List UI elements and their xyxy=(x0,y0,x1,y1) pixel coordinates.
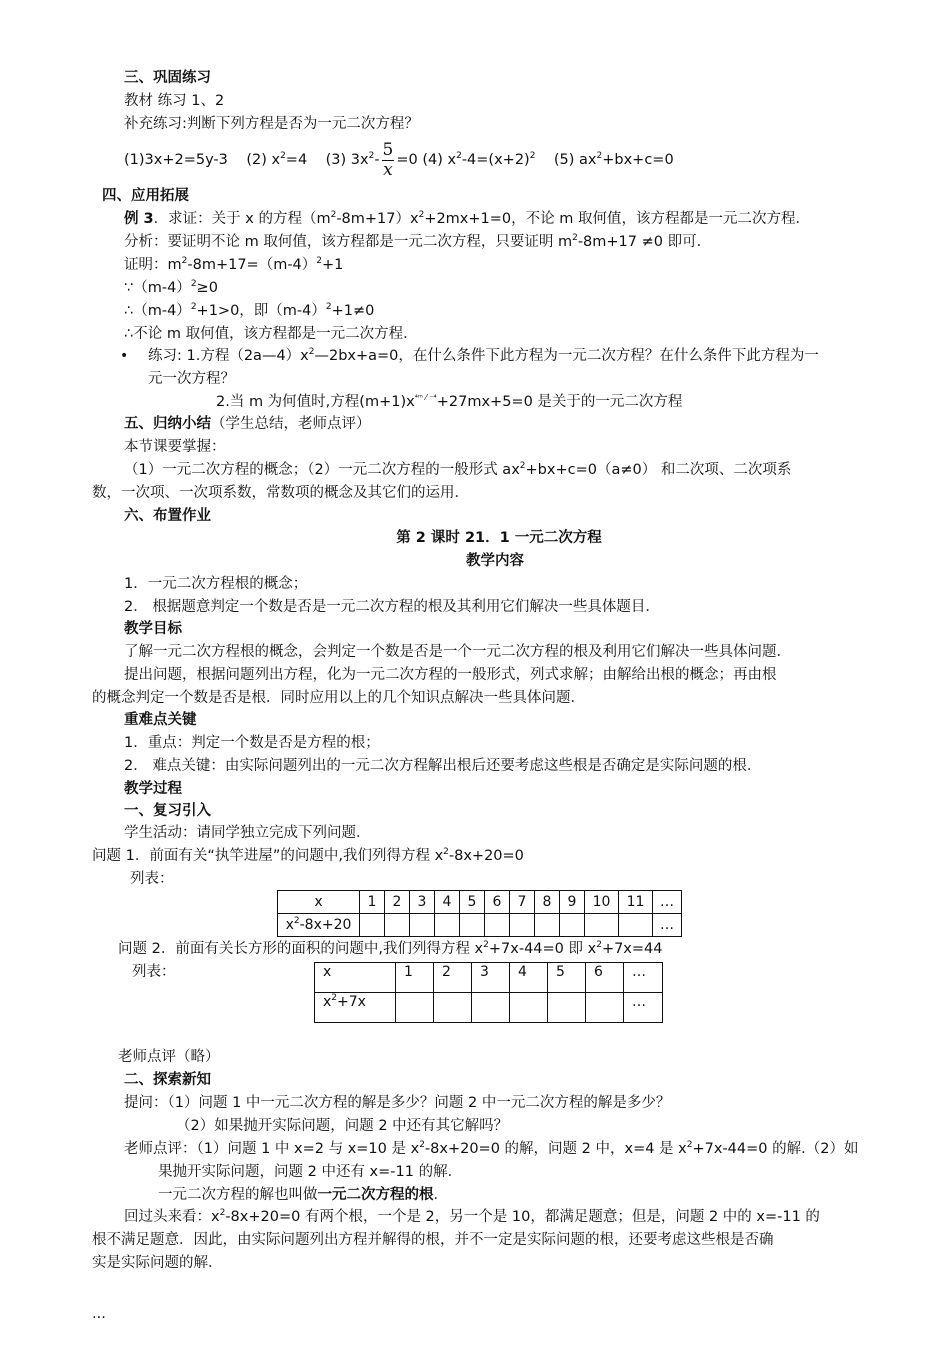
example-3: 例 3．求证：关于 x 的方程$(m^2-8m+17)x^2+2mx+1=0$，不论 m 取何值，该方程都是一元二次方程． xyxy=(124,210,810,227)
section-5-title: 五、归纳小结（学生总结，老师点评） xyxy=(124,416,371,432)
eq-1: (1)3x+2=5y-3 xyxy=(124,152,228,168)
table-cell: … xyxy=(624,993,663,1023)
table-cell: 2 xyxy=(434,963,472,993)
table-cell xyxy=(619,914,653,937)
table-cell: … xyxy=(653,914,682,937)
table-2-header xyxy=(315,963,663,993)
eq-3: (3) $3x^2-$ $\frac{5}{x}$ =0 (4) $x^2-4=(x+2)^2$ xyxy=(325,139,536,180)
table-cell: 7 xyxy=(510,891,535,914)
recap-2: 根不满足题意．因此，由实际问题列出方程并解得的根，并不一定是实际问题的根，还要考虑这些根是否确 xyxy=(92,1232,774,1248)
teacher-comment: 老师点评（略） xyxy=(118,1049,220,1065)
table-2 xyxy=(314,962,663,1023)
proof-line-2: $\because(m-4)^2\ge 0$ xyxy=(124,279,218,296)
activity-line: 学生活动：请同学独立完成下列问题． xyxy=(124,825,371,841)
question-1: 提问：（1）问题 1 中一元二次方程的解是多少？问题 2 中一元二次方程的解是多少？ xyxy=(124,1095,671,1111)
table-cell: 4 xyxy=(435,891,460,914)
section-6-title: 六、布置作业 xyxy=(124,508,211,524)
equation-line xyxy=(124,140,674,180)
list-label-2: 列表： xyxy=(132,964,176,980)
proof-line-1: 证明：$m^2-8m+17=(m-4)^2+1$ xyxy=(124,256,344,273)
analysis-line: 分析：要证明不论 m 取何值，该方程都是一元二次方程，只要证明 $m^2-8m+17 \ne 0$ 即可． xyxy=(124,233,712,250)
fraction: $\frac{5}{x}$ xyxy=(382,139,394,180)
goal-2: 提出问题，根据问题列出方程，化为一元二次方程的一般形式，列式求解；由解给出根的概念；再由根 xyxy=(124,667,777,683)
problem-1: 问题 1．前面有关“执竿进屋”的问题中,我们列得方程 $x^2-8x+20=0$ xyxy=(92,847,524,864)
table-cell xyxy=(560,914,585,937)
table-cell xyxy=(410,914,435,937)
table-cell: 5 xyxy=(460,891,485,914)
recap-1: 回过头来看：$x^2-8x+20=0$ 有两个根，一个是 2，另一个是 10，都满足题意；但是，问题 2 中的 x=-11 的 xyxy=(124,1208,820,1225)
table-cell xyxy=(510,993,548,1023)
teacher-review-1: 老师点评：（1）问题 1 中 x=2 与 x=10 是 $x^2-8x+20=0$ 的解，问题 2 中，x=4 是 $x^2+7x-44=0$ 的解.（2）如 xyxy=(124,1140,859,1157)
lesson-title: 第 2 课时 21．1 一元二次方程 xyxy=(396,530,602,546)
proof-line-4: ∴不论 m 取何值，该方程都是一元二次方程． xyxy=(124,326,418,342)
table-cell: 1 xyxy=(360,891,385,914)
table-cell xyxy=(460,914,485,937)
table-cell: $x^2-8x+20$ xyxy=(278,914,360,937)
table-cell: … xyxy=(653,891,682,914)
table-cell xyxy=(472,993,510,1023)
bullet-icon: • xyxy=(120,348,129,364)
table-cell: 11 xyxy=(619,891,653,914)
summary-line-2: （1）一元二次方程的概念；（2）一元二次方程的一般形式 $ax^2+bx+c=0(a\ne 0)$ 和二次项、二次项系 xyxy=(124,461,792,478)
exercise-line: 教材 练习 1、2 xyxy=(124,93,225,109)
table-cell: 10 xyxy=(585,891,619,914)
eq-5: (5) $ax^2+bx+c=0$ xyxy=(553,151,674,168)
problem-2: 问题 2．前面有关长方形的面积的问题中,我们列得方程 $x^2+7x-44=0$ 即 $x^2+7x=44$ xyxy=(118,940,663,957)
table-cell xyxy=(385,914,410,937)
table-cell xyxy=(586,993,624,1023)
key-1: 1．重点：判定一个数是否是方程的根； xyxy=(124,735,380,751)
question-2: （2）如果抛开实际问题，问题 2 中还有其它解吗？ xyxy=(176,1118,509,1134)
table-cell: 8 xyxy=(535,891,560,914)
list-label-1: 列表： xyxy=(130,871,174,887)
table-cell: 3 xyxy=(472,963,510,993)
explore-title: 二、探索新知 xyxy=(124,1072,211,1088)
supplement-line: 补充练习:判断下列方程是否为一元二次方程？ xyxy=(124,116,419,132)
table-cell xyxy=(585,914,619,937)
key-2: 2． 难点关键：由实际问题列出的一元二次方程解出根后还要考虑这些根是否确定是实际问题的根． xyxy=(124,758,762,774)
page-dots: ... xyxy=(92,1306,106,1322)
root-definition: 一元二次方程的解也叫做一元二次方程的根． xyxy=(158,1187,448,1203)
content-2: 2． 根据题意判定一个数是否是一元二次方程的根及其利用它们解决一些具体题目． xyxy=(124,599,660,615)
table-cell: 1 xyxy=(396,963,434,993)
table-cell: 9 xyxy=(560,891,585,914)
table-1-header xyxy=(278,891,682,914)
table-cell xyxy=(360,914,385,937)
goal-3: 的概念判定一个数是否是根．同时应用以上的几个知识点解决一些具体问题． xyxy=(92,690,585,706)
table-cell: 5 xyxy=(548,963,586,993)
table-cell xyxy=(548,993,586,1023)
table-cell: 4 xyxy=(510,963,548,993)
table-2-row xyxy=(315,993,663,1023)
eq-2: (2) $x^2=4$ xyxy=(246,151,308,168)
practice-1: 练习: 1.方程$(2a—4)x^2—2bx+a=0$，在什么条件下此方程为一元二次方程？在什么条件下此方程为一 xyxy=(148,347,819,364)
summary-line-3: 数，一次项、一次项系数，常数项的概念及其它们的运用． xyxy=(92,485,469,501)
content-1: 1．一元二次方程根的概念； xyxy=(124,576,308,592)
table-cell: $x^2+7x$ xyxy=(315,993,396,1023)
table-cell xyxy=(510,914,535,937)
table-cell: 3 xyxy=(410,891,435,914)
table-cell xyxy=(435,914,460,937)
table-cell xyxy=(434,993,472,1023)
proof-line-3: $\therefore(m-4)^2+1>0$，即$(m-4)^2+1\ne 0$ xyxy=(124,302,375,319)
review-title: 一、复习引入 xyxy=(124,803,211,819)
table-cell xyxy=(396,993,434,1023)
section-3-title: 三、巩固练习 xyxy=(124,70,211,86)
table-cell xyxy=(485,914,510,937)
recap-3: 实是实际问题的解． xyxy=(92,1255,223,1271)
table-cell xyxy=(535,914,560,937)
goal-1: 了解一元二次方程根的概念，会判定一个数是否是一个一元二次方程的根及利用它们解决一些具体问题． xyxy=(124,644,791,660)
table-cell: … xyxy=(624,963,663,993)
table-1 xyxy=(277,890,682,937)
table-cell: x xyxy=(278,891,360,914)
process-title: 教学过程 xyxy=(124,781,182,797)
table-cell: x xyxy=(315,963,396,993)
practice-2: 2.当 m 为何值时,方程$(m+1)x^{^4ᵐ ⁄ ^{-4}}+27mx+5=0$ 是关于的一元二次方程 xyxy=(216,393,683,410)
teacher-review-2: 果抛开实际问题，问题 2 中还有 x=-11 的解． xyxy=(158,1164,463,1180)
goal-title: 教学目标 xyxy=(124,621,182,637)
table-cell: 6 xyxy=(586,963,624,993)
practice-1-cont: 元一次方程？ xyxy=(148,371,235,387)
key-title: 重难点关键 xyxy=(124,712,197,728)
table-1-row xyxy=(278,914,682,937)
section-4-title: 四、应用拓展 xyxy=(102,188,189,204)
content-title: 教学内容 xyxy=(466,553,524,569)
table-cell: 2 xyxy=(385,891,410,914)
summary-line-1: 本节课要掌握： xyxy=(124,439,226,455)
table-cell: 6 xyxy=(485,891,510,914)
